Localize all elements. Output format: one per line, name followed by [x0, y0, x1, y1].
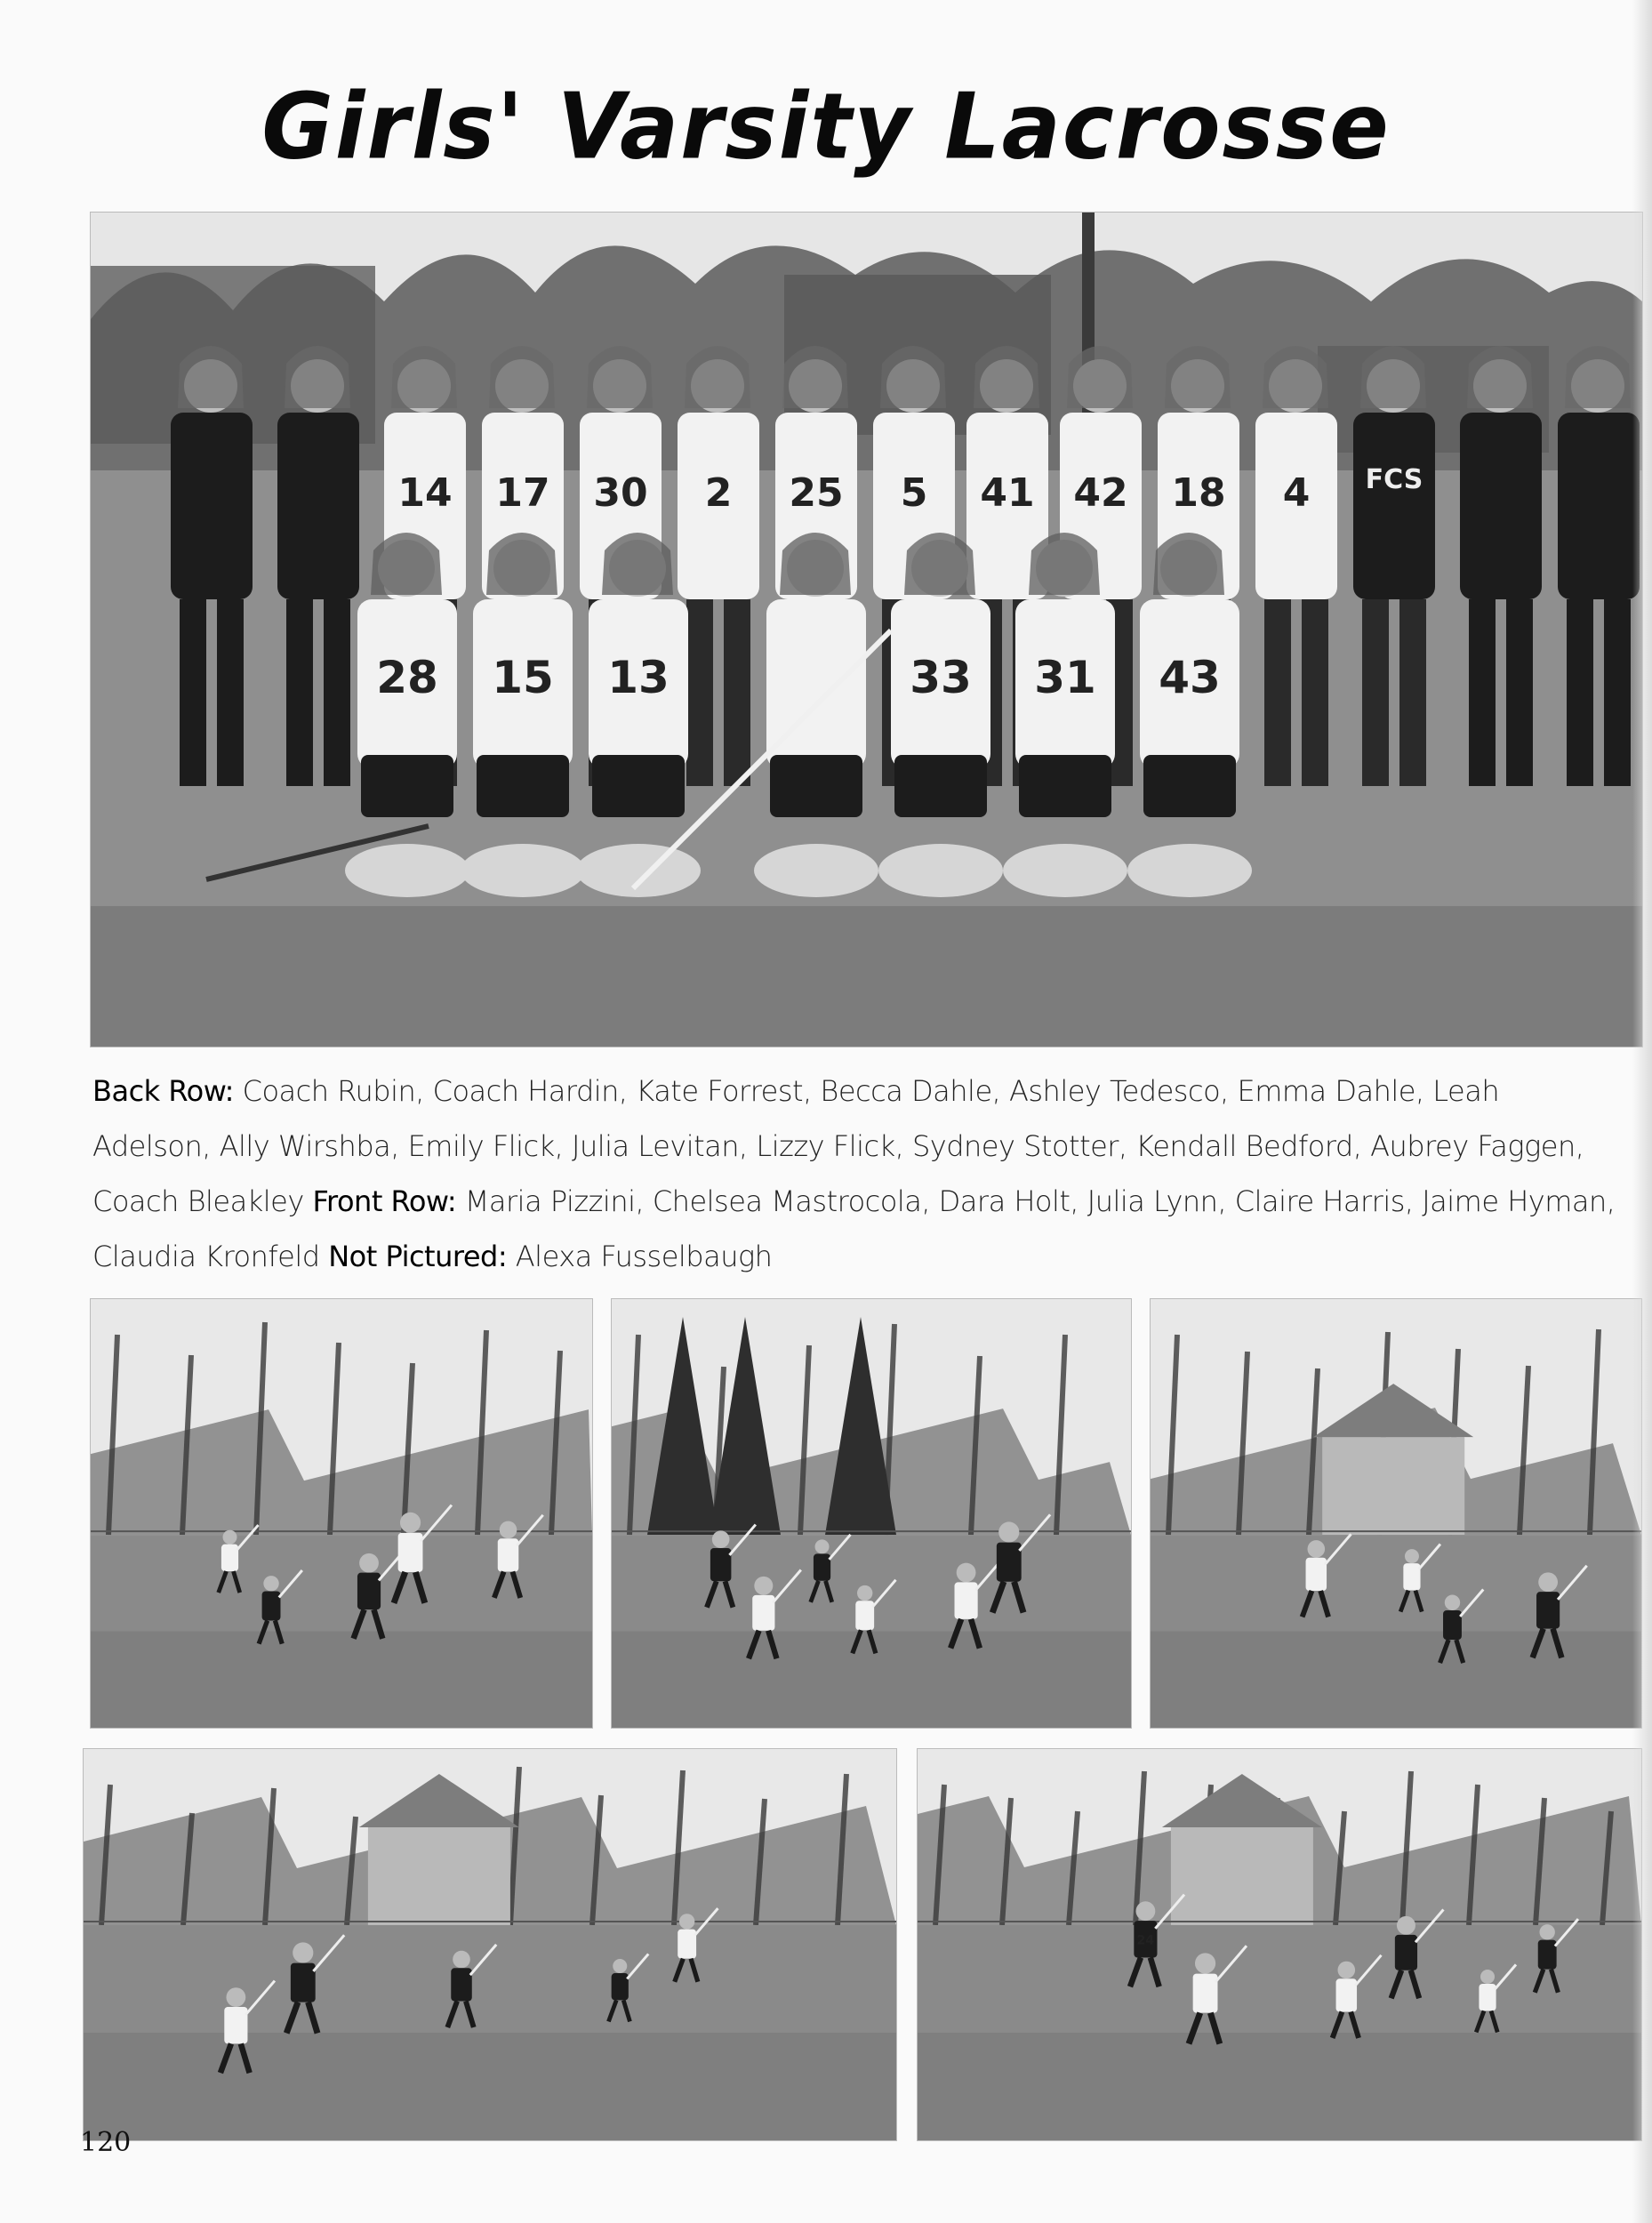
team-photo: [90, 212, 1643, 1047]
jersey-number: 25: [789, 470, 844, 516]
jersey-number: 15: [492, 652, 554, 703]
back-row-names: Coach Rubin, Coach Hardin, Kate Forrest, Becca Dahle, Ashley Tedesco, Emma Dahle, Leah Adelson, Ally Wirshba, Emily Flick, Julia Levitan, Lizzy Flick, Sydney Stotter, Kendall Bedford, Aubrey Faggen, Coach Bleakley: [92, 1074, 1584, 1218]
jersey-number: 42: [1073, 470, 1128, 516]
back-row-label: Back Row:: [92, 1074, 234, 1108]
jersey-number: 13: [607, 652, 670, 703]
not-pictured-label: Not Pictured:: [328, 1240, 508, 1273]
action-photo-1: [90, 1298, 593, 1729]
jersey-number: 33: [910, 652, 972, 703]
action-photo-5: [917, 1748, 1642, 2141]
jersey-number: 5: [900, 470, 928, 516]
jersey-number: 31: [1034, 652, 1096, 703]
jersey-number: 18: [1171, 470, 1226, 516]
jersey-number: 2: [704, 470, 733, 516]
jersey-number: 24: [1136, 1933, 1155, 1948]
jersey-number: 41: [980, 470, 1035, 516]
jersey-number: 30: [593, 470, 648, 516]
action-photo-2: [611, 1298, 1132, 1729]
front-row-names: Maria Pizzini, Chelsea Mastrocola, Dara Holt, Julia Lynn, Claire Harris, Jaime Hyman, Claudia Kronfeld: [92, 1184, 1616, 1273]
page-number: 120: [80, 2127, 132, 2158]
action-photo-4: [83, 1748, 897, 2141]
action-photo-3: [1150, 1298, 1642, 1729]
not-pictured-names: Alexa Fusselbaugh: [515, 1240, 773, 1273]
jersey-number: 28: [376, 652, 438, 703]
jersey-number: 14: [397, 470, 453, 516]
shirt-text: FCS: [1365, 464, 1423, 495]
jersey-number: 17: [495, 470, 550, 516]
roster-caption: [92, 1063, 1622, 1284]
jersey-number: 4: [1282, 470, 1311, 516]
page-gutter-shadow: [1632, 0, 1652, 2223]
jersey-number: 43: [1159, 652, 1221, 703]
page-title: Girls' Varsity Lacrosse: [261, 74, 1391, 181]
front-row-label: Front Row:: [312, 1184, 457, 1218]
